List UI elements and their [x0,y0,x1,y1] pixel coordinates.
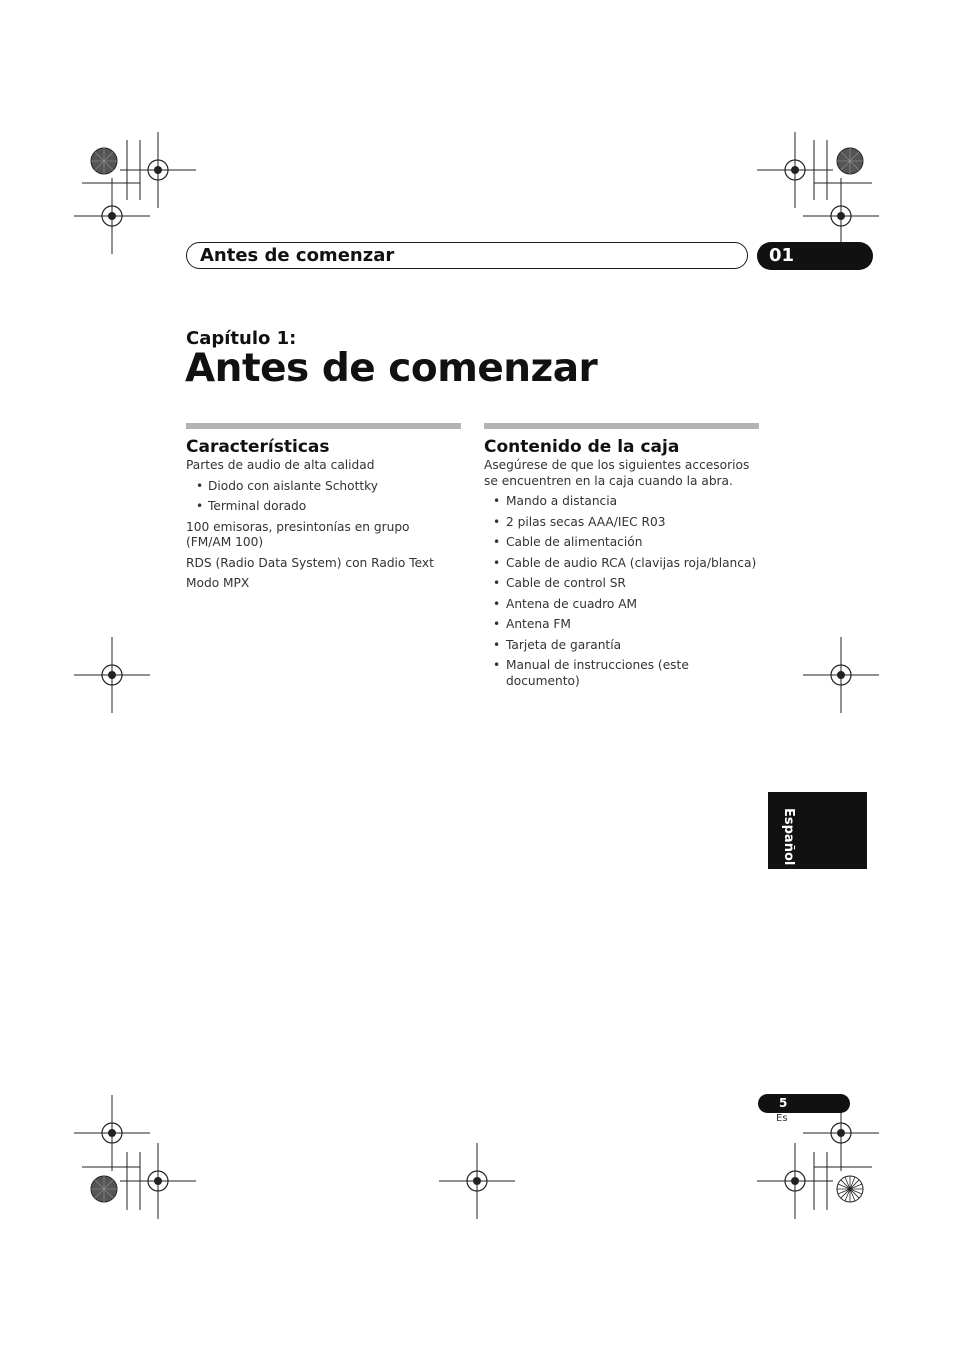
page-number: 5 [758,1094,850,1113]
features-paragraph: Modo MPX [186,576,250,590]
features-section [186,423,461,592]
list-item: • Tarjeta de garantía [484,638,759,654]
list-item: • Antena de cuadro AM [484,597,759,613]
features-bullet-list [186,479,461,515]
chapter-number-badge: 01 [757,242,873,270]
list-item: • Terminal dorado [186,499,461,515]
list-item: • Diodo con aislante Schottky [186,479,461,495]
contents-bullet-list [484,494,759,689]
list-item: • Cable de alimentación [484,535,759,551]
features-paragraph: RDS (Radio Data System) con Radio Text [186,555,434,570]
list-item: • Manual de instrucciones (este documento) [484,658,759,689]
contents-section [484,423,759,689]
section-rule [484,423,759,429]
contents-title: Contenido de la caja [484,437,680,457]
chapter-title: Antes de comenzar [185,346,598,391]
features-title: Características [186,437,330,457]
page-language-code: Es [776,1113,788,1124]
features-paragraph: 100 emisoras, presintonías en grupo (FM/AM 100) [186,519,410,549]
language-tab-label: Español [781,807,796,866]
header-title: Antes de comenzar [200,245,395,266]
section-rule [186,423,461,429]
list-item: • Mando a distancia [484,494,759,510]
list-item: • Antena FM [484,617,759,633]
contents-intro: Asegúrese de que los siguientes accesorios se encuentren en la caja cuando la abra. [484,458,750,488]
list-item: • Cable de control SR [484,576,759,592]
list-item: • Cable de audio RCA (clavijas roja/blanca) [484,556,759,572]
features-intro: Partes de audio de alta calidad [186,458,375,472]
list-item: • 2 pilas secas AAA/IEC R03 [484,515,759,531]
chapter-label: Capítulo 1: [186,328,297,349]
